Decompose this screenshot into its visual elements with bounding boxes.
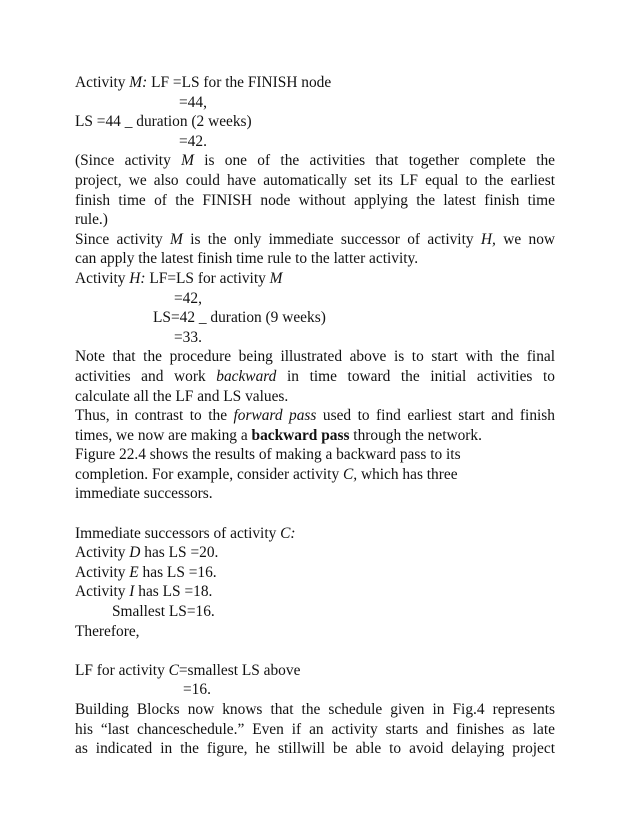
blank-line <box>75 504 555 524</box>
text-line: LS=42 _ duration (9 weeks) <box>153 309 326 327</box>
text-line: Activity I has LS =18. <box>75 583 213 601</box>
text-line: LF for activity C=smallest LS above <box>75 661 301 679</box>
blank-line <box>75 641 555 661</box>
text-line: Activity E has LS =16. <box>75 563 217 581</box>
text-line: (Since activity M is one of the activities that together complete the <box>75 152 555 170</box>
text-line: his “last chanceschedule.” Even if an activity starts and finishes as late <box>75 720 555 738</box>
text-line: Note that the procedure being illustrated above is to start with the final <box>75 348 555 366</box>
text-line: =33. <box>174 328 202 346</box>
text-line: as indicated in the figure, he stillwill be able to avoid delaying project <box>75 740 555 758</box>
text-line: LS =44 _ duration (2 weeks) <box>75 113 252 131</box>
text-line: Activity H: LF=LS for activity M <box>75 269 283 287</box>
text-line: Since activity M is the only immediate successor of activity H, we now <box>75 230 555 248</box>
text-line: immediate successors. <box>75 485 213 503</box>
text-line: Therefore, <box>75 622 140 640</box>
text-line: project, we also could have automatically set its LF equal to the earliest <box>75 171 555 189</box>
text-line: finish time of the FINISH node without applying the latest finish time <box>75 191 555 209</box>
text-line: rule.) <box>75 211 108 229</box>
document-page <box>75 73 555 759</box>
text-line: =42. <box>179 132 207 150</box>
text-line: Thus, in contrast to the forward pass used to find earliest start and finish <box>75 407 555 425</box>
text-line: activities and work backward in time toward the initial activities to <box>75 367 555 385</box>
text-line: completion. For example, consider activity C, which has three <box>75 465 458 483</box>
text-line: Immediate successors of activity C: <box>75 524 296 542</box>
text-line: times, we now are making a backward pass through the network. <box>75 426 482 444</box>
text-line: can apply the latest finish time rule to the latter activity. <box>75 250 419 268</box>
text-line: calculate all the LF and LS values. <box>75 387 289 405</box>
text-line: Activity D has LS =20. <box>75 544 219 562</box>
text-line: =16. <box>183 681 211 699</box>
text-line: =44, <box>179 93 207 111</box>
text-line: Smallest LS=16. <box>112 603 215 621</box>
text-line: Activity M: LF =LS for the FINISH node <box>75 74 332 91</box>
text-line: =42, <box>174 289 202 307</box>
text-line: Building Blocks now knows that the schedule given in Fig.4 represents <box>75 701 555 718</box>
text-line: Figure 22.4 shows the results of making a backward pass to its <box>75 446 461 464</box>
